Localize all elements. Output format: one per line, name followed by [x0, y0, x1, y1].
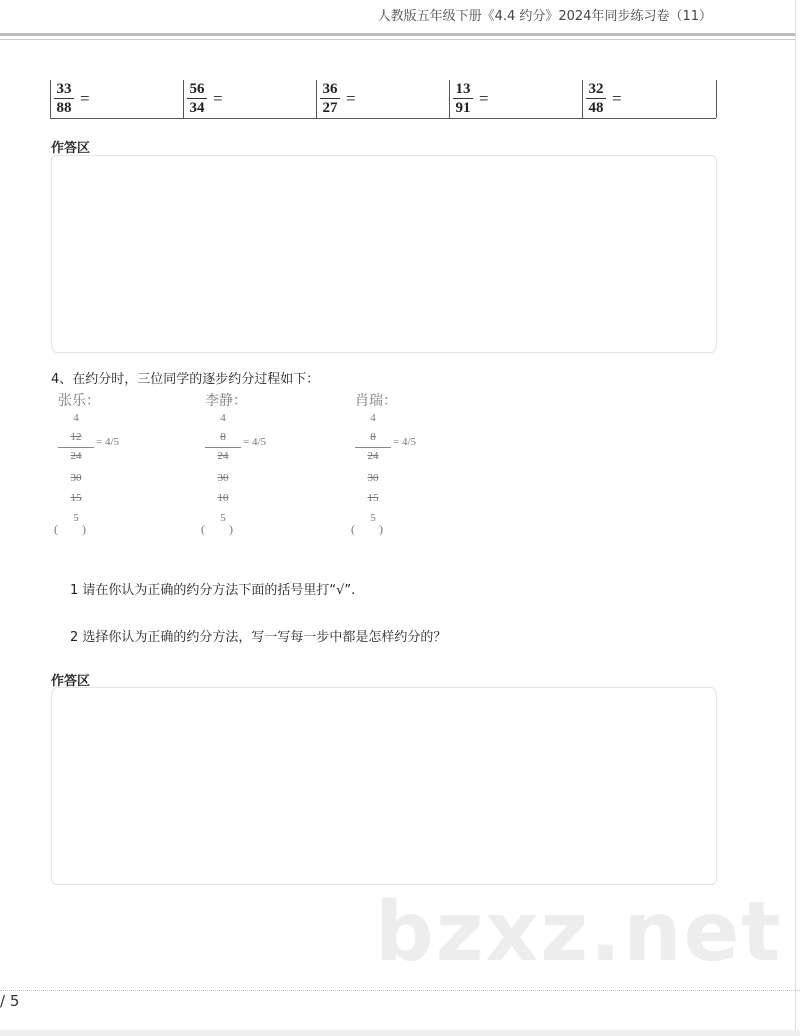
student-work	[54, 390, 148, 550]
page-edge	[795, 0, 796, 1030]
numerator-step: 24	[367, 450, 379, 462]
fraction-cell	[582, 80, 717, 118]
equals-sign: =	[346, 89, 356, 108]
denominator-step: 30	[367, 472, 379, 484]
header-divider	[0, 33, 795, 36]
answer-parentheses[interactable]: ( )	[351, 522, 383, 536]
denominator-step: 5	[370, 512, 376, 524]
fraction-bar	[355, 447, 391, 448]
numerator: 13	[453, 80, 473, 99]
equals-sign: =	[612, 89, 622, 108]
equals-sign: =	[80, 89, 90, 108]
fraction-bar	[205, 447, 241, 448]
watermark: bzxz.net	[375, 885, 783, 980]
numerator: 33	[54, 80, 74, 99]
denominator-step: 5	[220, 512, 226, 524]
numerator-step: 24	[217, 450, 229, 462]
question-4-text: 4、在约分时，三位同学的逐步约分过程如下：	[51, 372, 320, 387]
denominator: 88	[56, 100, 72, 116]
fraction-cell	[449, 80, 583, 118]
fraction-cell	[316, 80, 450, 118]
student-work	[201, 390, 295, 550]
denominator-step: 10	[217, 492, 229, 504]
sub-question-1: 1 请在你认为正确的约分方法下面的括号里打“√”.	[70, 583, 356, 598]
answer-area-box[interactable]	[51, 155, 717, 353]
answer-area-label: 作答区	[51, 141, 91, 156]
denominator: 48	[588, 100, 604, 116]
fraction-table	[50, 80, 716, 119]
document-title: 人教版五年级下册《4.4 约分》2024年同步练习卷（11）	[377, 9, 712, 24]
numerator-step: 4	[73, 412, 79, 424]
numerator: 36	[320, 80, 340, 99]
result: = 4/5	[243, 436, 267, 448]
numerator-step: 4	[370, 412, 376, 424]
sub-question-2: 2 选择你认为正确的约分方法，写一写每一步中都是怎样约分的？	[70, 630, 447, 645]
header-divider-thin	[0, 39, 795, 40]
fraction-bar	[58, 447, 94, 448]
page-bottom-edge	[0, 1030, 800, 1036]
answer-area-box[interactable]	[51, 687, 717, 885]
page-divider	[0, 990, 800, 991]
page-number: / 5	[0, 992, 20, 1010]
numerator-step: 4	[220, 412, 226, 424]
student-name: 肖瑞：	[355, 394, 397, 409]
denominator-step: 15	[367, 492, 379, 504]
student-name: 李静：	[205, 394, 247, 409]
student-work	[351, 390, 445, 550]
denominator-step: 30	[217, 472, 229, 484]
equals-sign: =	[213, 89, 223, 108]
numerator-step: 24	[70, 450, 82, 462]
equals-sign: =	[479, 89, 489, 108]
result: = 4/5	[96, 436, 120, 448]
student-name: 张乐：	[58, 394, 100, 409]
numerator: 56	[187, 80, 207, 99]
answer-parentheses[interactable]: ( )	[54, 522, 86, 536]
numerator-step: 12	[70, 431, 82, 443]
denominator-step: 5	[73, 512, 79, 524]
result: = 4/5	[393, 436, 417, 448]
numerator-step: 8	[370, 431, 376, 443]
answer-parentheses[interactable]: ( )	[201, 522, 233, 536]
denominator-step: 15	[70, 492, 82, 504]
denominator: 27	[322, 100, 338, 116]
numerator: 32	[586, 80, 606, 99]
denominator: 91	[455, 100, 471, 116]
fraction-cell	[183, 80, 317, 118]
numerator-step: 8	[220, 431, 226, 443]
denominator-step: 30	[70, 472, 82, 484]
denominator: 34	[189, 100, 205, 116]
answer-area-label: 作答区	[51, 674, 91, 689]
fraction-cell	[50, 80, 184, 118]
